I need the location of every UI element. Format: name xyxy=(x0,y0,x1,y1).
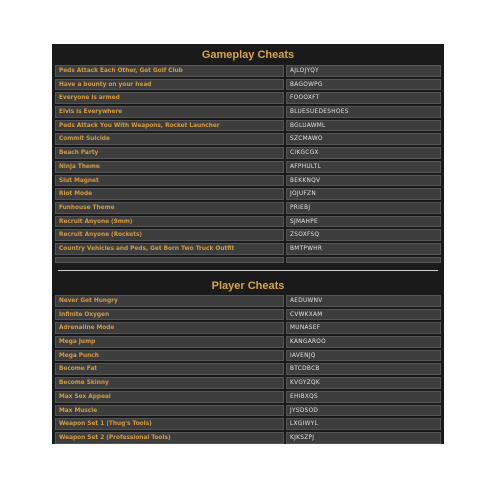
cheat-name: Everyone is armed xyxy=(59,95,120,102)
cheat-code: BAGOWPG xyxy=(290,81,323,88)
cheat-code: MUNASEF xyxy=(290,325,321,332)
table-row xyxy=(55,161,441,173)
cheat-name: Max Sex Appeal xyxy=(59,393,111,400)
cheat-name-cell xyxy=(55,216,284,228)
blank-name-cell xyxy=(55,257,284,263)
table-row xyxy=(55,229,441,241)
cheat-code: BMTPWHR xyxy=(290,245,323,252)
cheat-code: AJLOJYQY xyxy=(290,68,320,74)
gameplay-cheats-title: Gameplay Cheats xyxy=(201,49,295,61)
cheat-code: IAVENJQ xyxy=(290,352,316,359)
cheat-name-cell xyxy=(55,120,284,132)
table-row xyxy=(55,120,441,132)
cheat-name: Funhouse Theme xyxy=(59,204,115,211)
cheat-name: Beach Party xyxy=(59,150,99,157)
cheat-code-cell xyxy=(286,377,441,389)
cheat-code-cell xyxy=(286,120,441,132)
cheat-code: BGLUAWML xyxy=(290,122,326,129)
cheat-code-cell xyxy=(286,243,441,255)
cheat-name: Infinite Oxygen xyxy=(59,311,110,318)
cheat-code: JYSDSOD xyxy=(290,407,319,414)
cheat-code-cell xyxy=(286,295,441,307)
cheat-code: ZSOXFSQ xyxy=(290,232,320,239)
cheat-name: Recruit Anyone (9mm) xyxy=(59,218,133,225)
cheat-name-cell xyxy=(55,188,284,200)
table-row xyxy=(55,309,441,321)
table-row xyxy=(55,418,441,430)
cheat-code-cell xyxy=(286,309,441,321)
cheat-code-cell xyxy=(286,405,441,417)
cheat-code-cell xyxy=(286,432,441,444)
player-cheats-title: Player Cheats xyxy=(211,280,285,292)
table-row xyxy=(55,106,441,118)
blank-code-cell xyxy=(286,257,441,263)
cheat-name-cell xyxy=(55,202,284,214)
table-row xyxy=(55,216,441,228)
cheat-code-cell xyxy=(286,229,441,241)
table-row xyxy=(55,79,441,91)
table-row xyxy=(55,65,441,77)
cheat-code: SJMAHPE xyxy=(290,218,318,225)
cheat-name: Riot Mode xyxy=(59,191,93,198)
table-row xyxy=(55,202,441,214)
cheat-name: Weapon Set 2 (Professional Tools) xyxy=(59,434,171,441)
cheat-code: AFPHULTL xyxy=(290,163,321,170)
cheat-code: SZCMAWO xyxy=(290,136,323,143)
cheat-name-cell xyxy=(55,309,284,321)
cheat-name: Become Fat xyxy=(59,366,98,373)
table-row xyxy=(55,133,441,145)
cheat-name-cell xyxy=(55,161,284,173)
cheat-name-cell xyxy=(55,243,284,255)
cheat-name: Mega Jump xyxy=(59,339,96,346)
table-row xyxy=(55,432,441,444)
cheat-code-cell xyxy=(286,336,441,348)
cheat-code-cell xyxy=(286,350,441,362)
cheat-code-cell xyxy=(286,175,441,187)
cheat-code-cell xyxy=(286,202,441,214)
cheat-code-cell xyxy=(286,216,441,228)
cheat-code: FOOOXFT xyxy=(290,95,320,102)
cheat-name-cell xyxy=(55,175,284,187)
table-row xyxy=(55,188,441,200)
cheat-name: Ninja Theme xyxy=(59,163,100,170)
cheat-name: Peds Attack Each Other, Get Golf Club xyxy=(59,68,183,74)
cheat-code-cell xyxy=(286,363,441,375)
cheat-code: CIKGCGX xyxy=(290,150,319,157)
gameplay-cheats-table xyxy=(55,65,441,265)
cheat-name: Adrenaline Mode xyxy=(59,325,115,332)
cheat-name: Peds Attack You With Weapons, Rocket Launcher xyxy=(59,122,220,129)
cheat-name: Have a bounty on your head xyxy=(59,81,152,88)
cheat-code-cell xyxy=(286,92,441,104)
table-row xyxy=(55,363,441,375)
cheat-name-cell xyxy=(55,322,284,334)
cheat-name: Recruit Anyone (Rockets) xyxy=(59,232,143,239)
cheat-name: Max Muscle xyxy=(59,407,98,414)
player-cheats-table xyxy=(55,295,441,446)
table-row xyxy=(55,92,441,104)
cheat-code-cell xyxy=(286,188,441,200)
cheat-name-cell xyxy=(55,377,284,389)
cheat-name-cell xyxy=(55,418,284,430)
cheat-code: LXGIWYL xyxy=(290,421,319,428)
cheat-name-cell xyxy=(55,350,284,362)
cheat-name: Weapon Set 1 (Thug's Tools) xyxy=(59,421,152,428)
cheat-code: EHIBXQS xyxy=(290,393,319,400)
table-row xyxy=(55,336,441,348)
cheat-code: KJKSZPJ xyxy=(290,434,315,441)
cheat-name-cell xyxy=(55,295,284,307)
cheat-name-cell xyxy=(55,336,284,348)
table-row xyxy=(55,350,441,362)
cheat-code: CVWKXAM xyxy=(290,311,323,318)
cheat-name: Country Vehicles and Peds, Get Born Two Truck Outfit xyxy=(59,245,235,252)
blank-row xyxy=(55,257,441,263)
table-row xyxy=(55,175,441,187)
cheat-code: KANGAROO xyxy=(290,339,327,346)
table-row xyxy=(55,391,441,403)
cheat-name-cell xyxy=(55,363,284,375)
table-row xyxy=(55,405,441,417)
cheat-name: Commit Suicide xyxy=(59,136,110,143)
table-row xyxy=(55,295,441,307)
cheat-name-cell xyxy=(55,391,284,403)
cheat-code-cell xyxy=(286,391,441,403)
cheat-name-cell xyxy=(55,92,284,104)
cheat-code-cell xyxy=(286,322,441,334)
cheat-code: PRIEBJ xyxy=(290,204,311,211)
cheat-name-cell xyxy=(55,405,284,417)
cheat-name-cell xyxy=(55,65,284,77)
cheat-code-cell xyxy=(286,147,441,159)
cheat-name: Elvis is Everywhere xyxy=(59,109,123,116)
cheat-name: Slut Magnet xyxy=(59,177,99,184)
cheat-name-cell xyxy=(55,432,284,444)
cheat-code: BLUESUEDESHOES xyxy=(290,109,349,116)
table-row xyxy=(55,243,441,255)
section-divider xyxy=(58,270,438,271)
cheat-name-cell xyxy=(55,106,284,118)
cheat-code: JOJUFZN xyxy=(290,191,316,198)
cheats-panel xyxy=(52,44,444,444)
table-row xyxy=(55,377,441,389)
cheat-code-cell xyxy=(286,79,441,91)
cheat-code-cell xyxy=(286,161,441,173)
cheat-code-cell xyxy=(286,418,441,430)
cheat-name-cell xyxy=(55,229,284,241)
cheat-name-cell xyxy=(55,133,284,145)
cheat-code: AEDUWNV xyxy=(290,298,323,304)
table-row xyxy=(55,322,441,334)
cheat-code-cell xyxy=(286,65,441,77)
table-row xyxy=(55,147,441,159)
cheat-code: KVGYZQK xyxy=(290,380,320,387)
cheat-name: Become Skinny xyxy=(59,380,109,387)
cheat-name: Never Get Hungry xyxy=(59,298,118,304)
cheat-code-cell xyxy=(286,106,441,118)
cheat-code-cell xyxy=(286,133,441,145)
cheat-name: Mega Punch xyxy=(59,352,99,359)
cheat-code: BTCDBCB xyxy=(290,366,320,373)
cheat-name-cell xyxy=(55,79,284,91)
cheat-code: BEKKNQV xyxy=(290,177,321,184)
cheat-name-cell xyxy=(55,147,284,159)
